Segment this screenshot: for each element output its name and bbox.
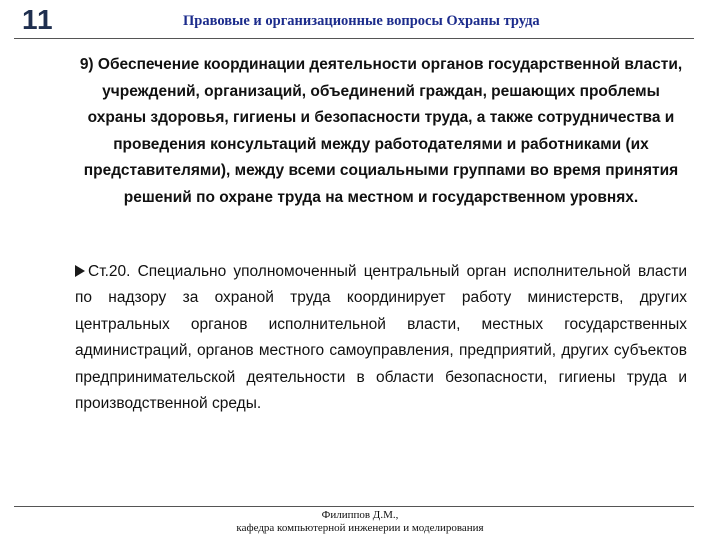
footer-author: Филиппов Д.М., bbox=[321, 509, 399, 521]
slide-number: 11 bbox=[22, 4, 54, 35]
bullet-item bbox=[75, 259, 687, 417]
header-divider bbox=[14, 38, 694, 39]
bullet-text: Ст.20. Специально уполномоченный центральный орган исполнительной власти по надзору за охраной труда координирует работу министерств, других центральных органов исполнительной власти, местных государственных администраций, органов местного самоуправления, предприятий, других субъектов предпринимательской деятельности в области безопасности, гигиены труда и производственной среды. bbox=[75, 263, 687, 413]
section-heading: 9) Обеспечение координации деятельности органов государственной власти, учреждений, организаций, объединений граждан, решающих проблемы охраны здоровья, гигиены и безопасности труда, а также сотрудничества и проведения консультаций между работодателями и работниками (их представителями), между всеми социальными группами во время принятия решений по охране труда на местном и государственном уровнях. bbox=[79, 56, 683, 206]
footer bbox=[0, 509, 720, 535]
footer-department: кафедра компьютерной инженерии и моделирования bbox=[236, 522, 484, 534]
footer-divider bbox=[14, 506, 694, 507]
header-title: Правовые и организационные вопросы Охраны труда bbox=[183, 13, 540, 29]
arrow-bullet-icon bbox=[75, 265, 85, 277]
